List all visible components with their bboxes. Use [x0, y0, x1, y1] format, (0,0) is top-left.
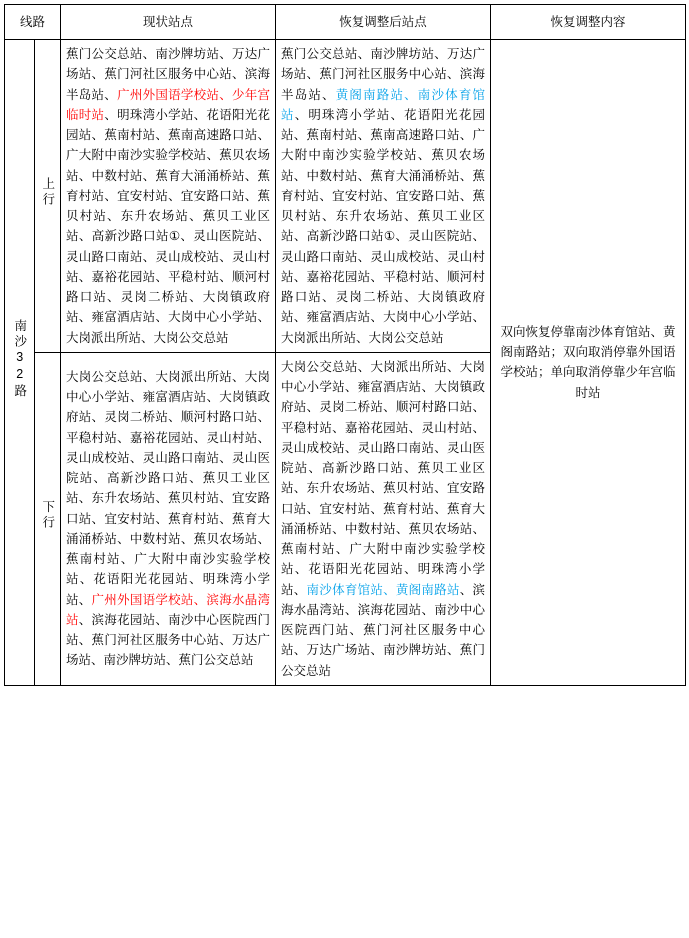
- stops-segment-highlight-blue: 黄阁南路站、南沙体育馆站: [281, 87, 485, 122]
- down-after-stops: [276, 352, 491, 685]
- stops-segment: 大岗公交总站、大岗派出所站、大岗中心小学站、雍富酒店站、大岗镇政府站、灵岗二桥站、顺河村路口站、平稳村站、嘉裕花园站、灵山村站、灵山成校站、灵山路口南站、灵山医院站、高新沙路口站、蕉贝工业区站、东升农场站、蕉贝村站、宜安路口站、宜安村站、蕉育村站、蕉育大涌涌桥站、中数村站、蕉贝农场站、蕉南村站、广大附中南沙实验学校站、花语阳光花园站、明珠湾小学站、: [66, 369, 271, 607]
- stops-segment: 、滨海水晶湾站、滨海花园站、南沙中心医院西门站、蕉门河社区服务中心站、万达广场站、南沙牌坊站、蕉门公交总站: [281, 582, 486, 678]
- route-line-label: [5, 40, 35, 686]
- column-header-note: 恢复调整内容: [491, 5, 686, 40]
- adjustment-note: 双向恢复停靠南沙体育馆站、黄阁南路站；双向取消停靠外国语学校站；单向取消停靠少年宫临时站: [491, 40, 686, 686]
- stops-segment: 蕉门公交总站、南沙牌坊站、万达广场站、蕉门河社区服务中心站、滨海半岛站、: [281, 47, 486, 102]
- table-header-row: [5, 5, 686, 40]
- up-current-stops: [61, 40, 276, 353]
- stops-segment-highlight-blue: 南沙体育馆站、黄阁南路站: [306, 582, 460, 597]
- direction-label-up-text: 上行: [40, 177, 55, 209]
- stops-segment: 、明珠湾小学站、花语阳光花园站、蕉南村站、蕉南高速路口站、广大附中南沙实验学校站、蕉贝农场站、中数村站、蕉育大涌涌桥站、蕉育村站、宜安村站、宜安路口站、蕉贝村站、东升农场站、蕉贝工业区站、高新沙路口站①、灵山医院站、灵山路口南站、灵山成校站、灵山村站、嘉裕花园站、平稳村站、顺河村路口站、灵岗二桥站、大岗镇政府站、雍富酒店站、大岗中心小学站、大岗派出所站、大岗公交总站: [66, 107, 271, 345]
- column-header-current-stops: 现状站点: [61, 5, 276, 40]
- stops-segment-highlight-red: 广州外国语学校站、少年宫临时站: [66, 87, 270, 122]
- document-page: [0, 4, 689, 938]
- stops-segment: 大岗公交总站、大岗派出所站、大岗中心小学站、雍富酒店站、大岗镇政府站、灵岗二桥站、顺河村路口站、平稳村站、嘉裕花园站、灵山村站、灵山成校站、灵山路口南站、灵山医院站、高新沙路口站、蕉贝工业区站、东升农场站、蕉贝村站、宜安路口站、宜安村站、蕉育村站、蕉育大涌涌桥站、中数村站、蕉贝农场站、蕉南村站、广大附中南沙实验学校站、花语阳光花园站、明珠湾小学站、: [281, 359, 486, 597]
- table-row-up: [5, 40, 686, 353]
- stops-segment: 、明珠湾小学站、花语阳光花园站、蕉南村站、蕉南高速路口站、广大附中南沙实验学校站、蕉贝农场站、中数村站、蕉育大涌涌桥站、蕉育村站、宜安村站、宜安路口站、蕉贝村站、东升农场站、蕉贝工业区站、高新沙路口站①、灵山医院站、灵山路口南站、灵山成校站、灵山村站、嘉裕花园站、平稳村站、顺河村路口站、灵岗二桥站、大岗镇政府站、雍富酒店站、大岗中心小学站、大岗派出所站、大岗公交总站: [281, 107, 486, 345]
- stops-segment-highlight-red: 广州外国语学校站、滨海水晶湾站: [66, 592, 270, 627]
- stops-segment: 蕉门公交总站、南沙牌坊站、万达广场站、蕉门河社区服务中心站、滨海半岛站、: [66, 47, 271, 102]
- direction-label-down: [35, 352, 61, 685]
- direction-label-down-text: 下行: [40, 500, 55, 532]
- route-line-label-text: 南沙32路: [12, 319, 27, 400]
- direction-label-up: [35, 40, 61, 353]
- stops-segment: 、滨海花园站、南沙中心医院西门站、蕉门河社区服务中心站、万达广场站、南沙牌坊站、蕉门公交总站: [66, 612, 271, 668]
- route-adjustment-table: [4, 4, 686, 686]
- column-header-after-stops: 恢复调整后站点: [276, 5, 491, 40]
- column-header-line: 线路: [5, 5, 61, 40]
- up-after-stops: [276, 40, 491, 353]
- down-current-stops: [61, 352, 276, 685]
